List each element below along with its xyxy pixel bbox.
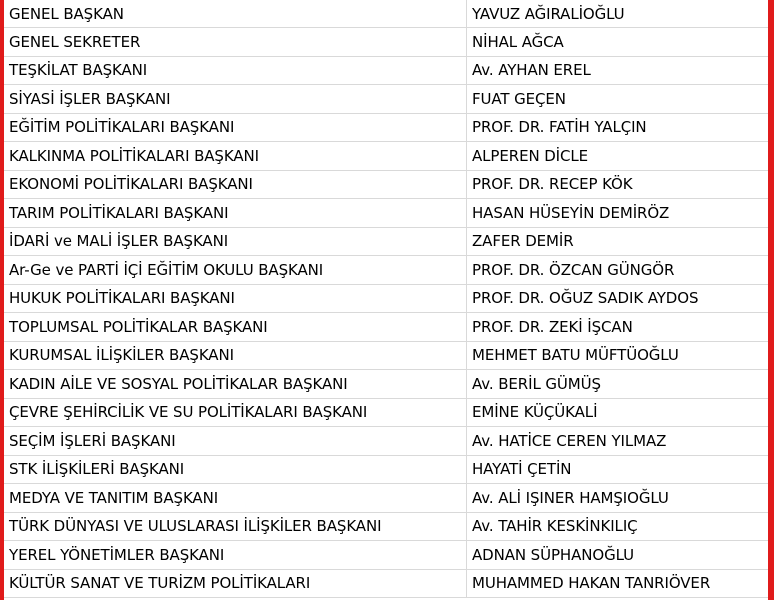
table-row xyxy=(4,541,768,570)
position-title-cell[interactable]: SEÇİM İŞLERİ BAŞKANI xyxy=(4,427,467,456)
person-name-cell[interactable]: Av. TAHİR KESKİNKILIÇ xyxy=(467,512,769,541)
position-title-cell[interactable]: TEŞKİLAT BAŞKANI xyxy=(4,56,467,85)
table-row xyxy=(4,427,768,456)
position-title-cell[interactable]: KADIN AİLE VE SOSYAL POLİTİKALAR BAŞKANI xyxy=(4,370,467,399)
person-name-cell[interactable]: MEHMET BATU MÜFTÜOĞLU xyxy=(467,341,769,370)
person-name-cell[interactable]: Av. HATİCE CEREN YILMAZ xyxy=(467,427,769,456)
table-row xyxy=(4,313,768,342)
table-row xyxy=(4,85,768,114)
person-name-cell[interactable]: ZAFER DEMİR xyxy=(467,227,769,256)
table-row xyxy=(4,199,768,228)
person-name-cell[interactable]: PROF. DR. FATİH YALÇIN xyxy=(467,113,769,142)
person-name-cell[interactable]: PROF. DR. OĞUZ SADIK AYDOS xyxy=(467,284,769,313)
table-row xyxy=(4,256,768,285)
roster-table xyxy=(4,0,768,598)
position-title-cell[interactable]: EĞİTİM POLİTİKALARI BAŞKANI xyxy=(4,113,467,142)
person-name-cell[interactable]: Av. BERİL GÜMÜŞ xyxy=(467,370,769,399)
table-row xyxy=(4,0,768,28)
position-title-cell[interactable]: TARIM POLİTİKALARI BAŞKANI xyxy=(4,199,467,228)
table-row xyxy=(4,56,768,85)
spreadsheet-sheet xyxy=(4,0,768,600)
position-title-cell[interactable]: TOPLUMSAL POLİTİKALAR BAŞKANI xyxy=(4,313,467,342)
person-name-cell[interactable]: ADNAN SÜPHANOĞLU xyxy=(467,541,769,570)
position-title-cell[interactable]: ÇEVRE ŞEHİRCİLİK VE SU POLİTİKALARI BAŞKANI xyxy=(4,398,467,427)
table-row xyxy=(4,398,768,427)
table-row xyxy=(4,113,768,142)
table-row xyxy=(4,284,768,313)
position-title-cell[interactable]: İDARİ ve MALİ İŞLER BAŞKANI xyxy=(4,227,467,256)
person-name-cell[interactable]: EMİNE KÜÇÜKALİ xyxy=(467,398,769,427)
table-row xyxy=(4,569,768,598)
table-row xyxy=(4,170,768,199)
position-title-cell[interactable]: KÜLTÜR SANAT VE TURİZM POLİTİKALARI xyxy=(4,569,467,598)
position-title-cell[interactable]: EKONOMİ POLİTİKALARI BAŞKANI xyxy=(4,170,467,199)
table-row xyxy=(4,227,768,256)
position-title-cell[interactable]: KALKINMA POLİTİKALARI BAŞKANI xyxy=(4,142,467,171)
person-name-cell[interactable]: PROF. DR. ZEKİ İŞCAN xyxy=(467,313,769,342)
position-title-cell[interactable]: TÜRK DÜNYASI VE ULUSLARASI İLİŞKİLER BAŞKANI xyxy=(4,512,467,541)
person-name-cell[interactable]: HAYATİ ÇETİN xyxy=(467,455,769,484)
person-name-cell[interactable]: Av. ALİ IŞINER HAMŞIOĞLU xyxy=(467,484,769,513)
table-row xyxy=(4,484,768,513)
position-title-cell[interactable]: YEREL YÖNETİMLER BAŞKANI xyxy=(4,541,467,570)
position-title-cell[interactable]: KURUMSAL İLİŞKİLER BAŞKANI xyxy=(4,341,467,370)
person-name-cell[interactable]: MUHAMMED HAKAN TANRIÖVER xyxy=(467,569,769,598)
position-title-cell[interactable]: STK İLİŞKİLERİ BAŞKANI xyxy=(4,455,467,484)
person-name-cell[interactable]: PROF. DR. ÖZCAN GÜNGÖR xyxy=(467,256,769,285)
person-name-cell[interactable]: NİHAL AĞCA xyxy=(467,28,769,57)
person-name-cell[interactable]: YAVUZ AĞIRALİOĞLU xyxy=(467,0,769,28)
table-row xyxy=(4,455,768,484)
person-name-cell[interactable]: HASAN HÜSEYİN DEMİRÖZ xyxy=(467,199,769,228)
position-title-cell[interactable]: MEDYA VE TANITIM BAŞKANI xyxy=(4,484,467,513)
person-name-cell[interactable]: FUAT GEÇEN xyxy=(467,85,769,114)
table-row xyxy=(4,28,768,57)
position-title-cell[interactable]: GENEL SEKRETER xyxy=(4,28,467,57)
person-name-cell[interactable]: ALPEREN DİCLE xyxy=(467,142,769,171)
table-row xyxy=(4,370,768,399)
position-title-cell[interactable]: SİYASİ İŞLER BAŞKANI xyxy=(4,85,467,114)
roster-table-body xyxy=(4,0,768,598)
position-title-cell[interactable]: GENEL BAŞKAN xyxy=(4,0,467,28)
position-title-cell[interactable]: HUKUK POLİTİKALARI BAŞKANI xyxy=(4,284,467,313)
table-row xyxy=(4,142,768,171)
person-name-cell[interactable]: PROF. DR. RECEP KÖK xyxy=(467,170,769,199)
table-row xyxy=(4,341,768,370)
table-row xyxy=(4,512,768,541)
person-name-cell[interactable]: Av. AYHAN EREL xyxy=(467,56,769,85)
position-title-cell[interactable]: Ar-Ge ve PARTİ İÇİ EĞİTİM OKULU BAŞKANI xyxy=(4,256,467,285)
